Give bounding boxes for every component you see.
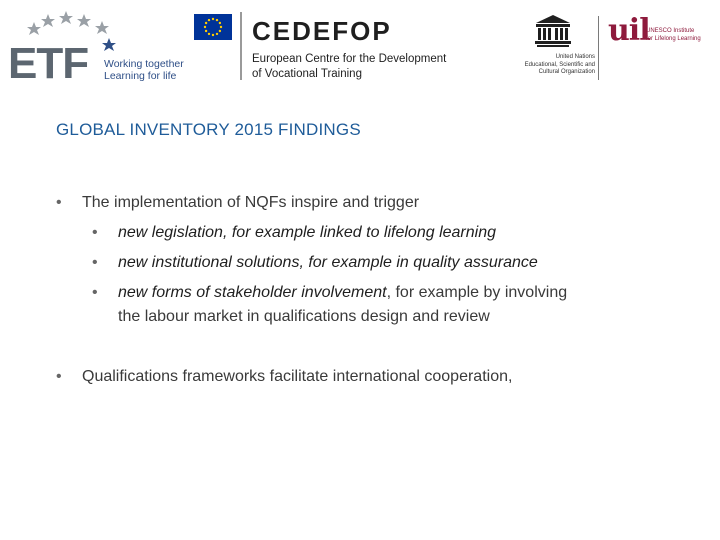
- etf-tagline-line1: Working together: [104, 58, 184, 70]
- bullet-marker: •: [92, 284, 98, 301]
- uil-text: [646, 28, 701, 43]
- sub-bullet-emphasis: new legislation, for example linked to lifelong learning: [118, 224, 496, 241]
- bullet-marker: •: [92, 254, 98, 271]
- cedefop-wordmark: CEDEFOP: [252, 16, 392, 46]
- sub-bullet-item: [92, 284, 567, 302]
- sub-bullet-emphasis: new institutional solutions, for example in quality assurance: [118, 254, 538, 271]
- cedefop-logo: [192, 12, 472, 84]
- uil-logo: [608, 14, 716, 54]
- unesco-text-line3: Cultural Organization: [538, 69, 595, 75]
- etf-tagline: [104, 58, 204, 82]
- slide-title: GLOBAL INVENTORY 2015 FINDINGS: [56, 120, 361, 139]
- bullet-item: [56, 194, 419, 212]
- unesco-text: [505, 54, 595, 77]
- etf-tagline-line2: Learning for life: [104, 70, 177, 82]
- unesco-logo: [505, 12, 595, 86]
- unesco-text-line1: United Nations: [555, 54, 595, 60]
- sub-bullet-continuation: the labour market in qualifications design and review: [118, 308, 490, 325]
- unesco-temple-icon: [535, 14, 571, 48]
- bullet-marker: •: [92, 224, 98, 241]
- cedefop-divider: [240, 12, 242, 80]
- sub-bullet-emphasis: new forms of stakeholder involvement: [118, 284, 387, 301]
- cedefop-subtitle-line2: of Vocational Training: [252, 68, 362, 80]
- sub-bullet-item: [92, 224, 496, 242]
- unesco-text-line2: Educational, Scientific and: [524, 61, 595, 68]
- etf-wordmark: ETF: [8, 39, 89, 88]
- sub-bullet-text: , for example by involving: [386, 284, 568, 301]
- uil-text-line1: UNESCO Institute: [646, 28, 695, 34]
- bullet-marker: •: [56, 194, 62, 211]
- cedefop-subtitle: [252, 52, 446, 82]
- bullet-text: Qualifications frameworks facilitate international cooperation,: [82, 368, 513, 385]
- uil-wordmark: uil: [608, 13, 650, 48]
- logo-strip: [0, 0, 720, 92]
- etf-logo: [6, 8, 196, 88]
- cedefop-subtitle-line1: European Centre for the Development: [252, 53, 447, 65]
- uil-text-line2: for Lifelong Learning: [646, 35, 701, 42]
- bullet-item: [56, 368, 512, 386]
- eu-flag-icon: [194, 14, 232, 40]
- sub-bullet-item: [92, 254, 538, 272]
- bullet-marker: •: [56, 368, 62, 385]
- bullet-text: The implementation of NQFs inspire and trigger: [82, 194, 420, 211]
- unesco-divider: [598, 16, 599, 80]
